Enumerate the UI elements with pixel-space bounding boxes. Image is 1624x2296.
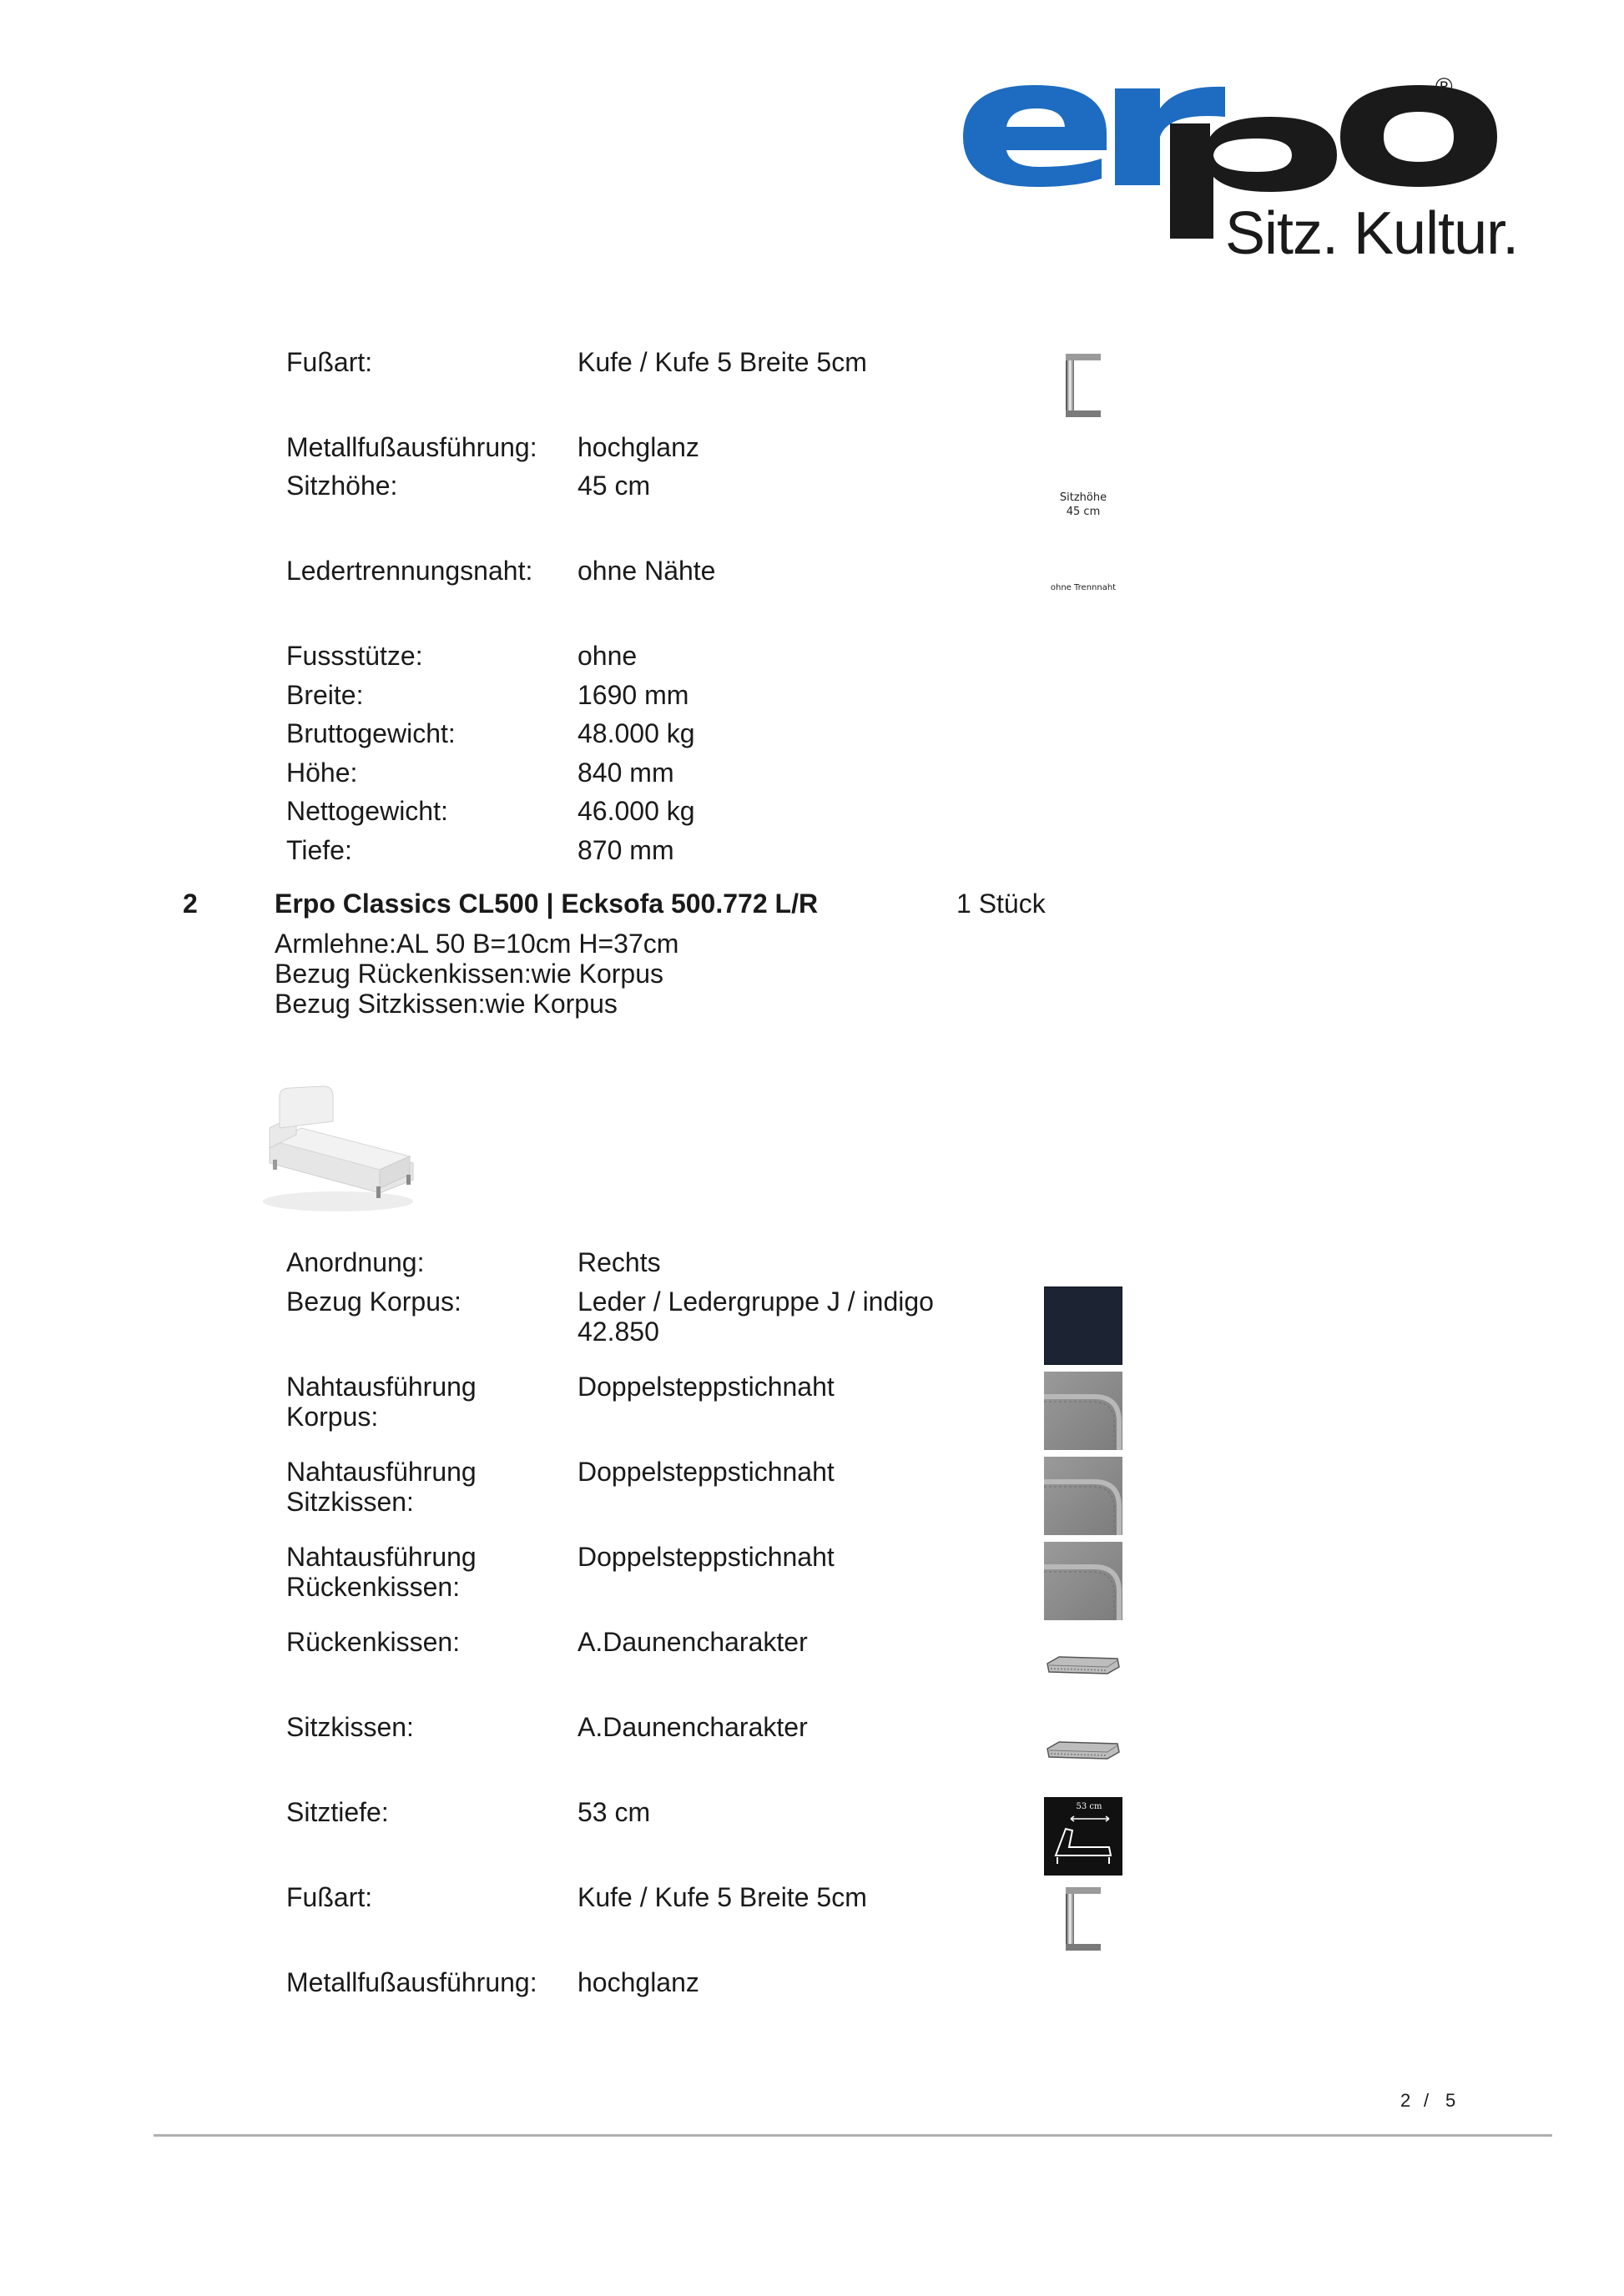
cushion-icon [1044, 1627, 1122, 1705]
value-breite: 1690 mm [577, 680, 689, 710]
value-sitzkissen: A.Daunencharakter [577, 1712, 808, 1742]
value-naht-rueckenkissen: Doppelsteppstichnaht [577, 1542, 835, 1572]
logo-registered-mark: ® [1435, 73, 1453, 99]
label-naht-sitzkissen-2: Sitzkissen: [286, 1487, 414, 1517]
seat-cushion-thumbnail [1044, 1712, 1122, 1790]
seat-height-caption-value: 45 cm [1066, 506, 1101, 518]
stitch-icon [1044, 1457, 1122, 1535]
back-cushion-thumbnail [1044, 1627, 1122, 1705]
value-bezug-korpus: Leder / Ledergruppe J / indigo [577, 1286, 934, 1317]
label-naht-korpus: Nahtausführung [286, 1372, 477, 1402]
item-title: Erpo Classics CL500 | Ecksofa 500.772 L/R [275, 889, 819, 919]
value-naht-korpus: Doppelsteppstichnaht [577, 1372, 835, 1402]
value-metallfuss-2: hochglanz [577, 1967, 699, 1997]
value-fussart: Kufe / Kufe 5 Breite 5cm [577, 347, 867, 377]
logo-letter-e [963, 85, 1107, 187]
label-anordnung: Anordnung: [286, 1247, 425, 1277]
seat-depth-thumbnail [1044, 1797, 1122, 1876]
label-naht-korpus-2: Korpus: [286, 1402, 379, 1432]
page-current: 2 [1400, 2090, 1411, 2111]
seam-sitzkissen-thumbnail [1044, 1457, 1122, 1535]
item-detail-bezug-sitzkissen: Bezug Sitzkissen:wie Korpus [275, 989, 618, 1019]
value-fussart-2: Kufe / Kufe 5 Breite 5cm [577, 1882, 867, 1912]
item-position: 2 [183, 889, 198, 919]
seam-rueckenkissen-thumbnail [1044, 1542, 1122, 1620]
value-hoehe: 840 mm [577, 758, 674, 788]
item-detail-bezug-rueckenkissen: Bezug Rückenkissen:wie Korpus [275, 959, 664, 989]
label-fussart-2: Fußart: [286, 1882, 373, 1912]
item-quantity: 1 Stück [956, 889, 1046, 919]
value-bezug-korpus-nr: 42.850 [577, 1317, 659, 1347]
label-naht-rueckenkissen: Nahtausführung [286, 1542, 477, 1572]
label-naht-sitzkissen: Nahtausführung [286, 1457, 477, 1487]
chaise-sofa-illustration [255, 1076, 421, 1218]
label-sitztiefe: Sitztiefe: [286, 1797, 389, 1827]
value-anordnung: Rechts [577, 1247, 661, 1277]
label-naht-rueckenkissen-2: Rückenkissen: [286, 1572, 461, 1602]
stitch-icon [1044, 1542, 1122, 1620]
label-rueckenkissen: Rückenkissen: [286, 1627, 461, 1657]
label-metallfuss: Metallfußausführung: [286, 432, 537, 462]
cushion-icon [1044, 1712, 1122, 1790]
label-sitzkissen: Sitzkissen: [286, 1712, 414, 1742]
value-nettogewicht: 46.000 kg [577, 796, 695, 826]
leather-swatch-indigo [1044, 1286, 1122, 1365]
runner-foot-thumbnail [1044, 349, 1122, 427]
value-sitztiefe: 53 cm [577, 1797, 651, 1827]
label-metallfuss-2: Metallfußausführung: [286, 1967, 537, 1997]
logo-tagline: Sitz. Kultur. [1225, 200, 1519, 267]
product-image [255, 1076, 421, 1218]
value-tiefe: 870 mm [577, 835, 674, 865]
label-ledertrennungsnaht: Ledertrennungsnaht: [286, 556, 533, 586]
value-ledertrennungsnaht: ohne Nähte [577, 556, 716, 586]
value-fussstuetze: ohne [577, 641, 638, 671]
value-rueckenkissen: A.Daunencharakter [577, 1627, 808, 1657]
page-separator: / [1424, 2090, 1430, 2111]
label-hoehe: Höhe: [286, 758, 358, 788]
value-metallfuss: hochglanz [577, 432, 699, 462]
label-bruttogewicht: Bruttogewicht: [286, 718, 456, 748]
runner-foot-icon [1044, 349, 1122, 427]
value-sitzhoehe: 45 cm [577, 471, 651, 501]
label-breite: Breite: [286, 680, 364, 710]
label-sitzhoehe: Sitzhöhe: [286, 471, 398, 501]
label-fussstuetze: Fussstütze: [286, 641, 423, 671]
seat-height-caption: Sitzhöhe [1059, 491, 1107, 504]
label-fussart: Fußart: [286, 347, 373, 377]
item-detail-armlehne: Armlehne:AL 50 B=10cm H=37cm [275, 929, 679, 959]
seam-thumbnail-caption: ohne Trennnaht [1050, 583, 1117, 592]
label-nettogewicht: Nettogewicht: [286, 796, 448, 826]
runner-foot-icon [1044, 1882, 1122, 1961]
runner-foot-thumbnail-2 [1044, 1882, 1122, 1961]
erpo-logo [960, 73, 1552, 270]
seam-korpus-thumbnail [1044, 1372, 1122, 1450]
stitch-icon [1044, 1372, 1122, 1450]
seat-height-thumbnail [1044, 491, 1122, 519]
page-total: 5 [1445, 2090, 1456, 2111]
label-bezug-korpus: Bezug Korpus: [286, 1286, 461, 1317]
footer-divider [154, 2134, 1552, 2137]
label-tiefe: Tiefe: [286, 835, 352, 865]
value-naht-sitzkissen: Doppelsteppstichnaht [577, 1457, 835, 1487]
value-bruttogewicht: 48.000 kg [577, 718, 695, 748]
logo-letter-o [1340, 85, 1497, 187]
seat-depth-caption: 53 cm [1076, 1802, 1102, 1811]
